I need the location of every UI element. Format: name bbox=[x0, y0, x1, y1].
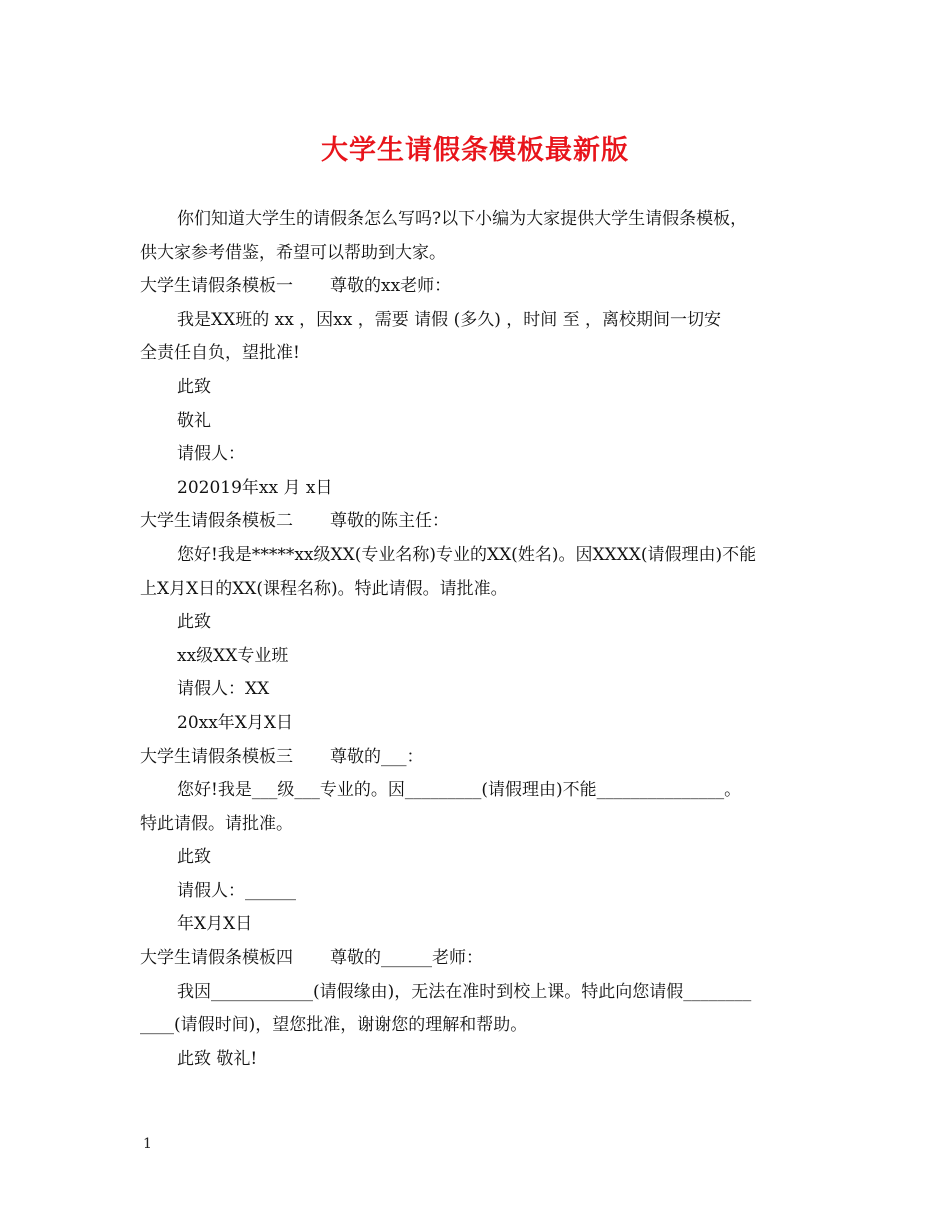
template-heading-row bbox=[140, 942, 815, 976]
paragraph-line: 请假人：XX bbox=[177, 679, 270, 700]
paragraph-line: 上X月X日的XX(课程名称)。特此请假。请批准。 bbox=[140, 578, 508, 599]
paragraph-line: 我是XX班的 xx ，因xx ，需要 请假 (多久) ，时间 至 ，离校期间一切安 bbox=[177, 309, 722, 330]
template-heading: 大学生请假条模板二 bbox=[140, 511, 293, 532]
salutation: 尊敬的陈主任： bbox=[330, 511, 449, 532]
paragraph-line: 年X月X日 bbox=[177, 914, 253, 935]
template-heading-row bbox=[140, 270, 815, 304]
paragraph-line: 您好!我是___级___专业的。因_________(请假理由)不能_______________。 bbox=[177, 780, 742, 801]
paragraph-line: 供大家参考借鉴，希望可以帮助到大家。 bbox=[140, 242, 446, 263]
paragraph-line: ____(请假时间)，望您批准，谢谢您的理解和帮助。 bbox=[140, 1015, 528, 1036]
paragraph-line: 特此请假。请批准。 bbox=[140, 813, 293, 834]
page-number: 1 bbox=[143, 1136, 152, 1152]
paragraph-line: 敬礼 bbox=[177, 410, 211, 431]
salutation: 尊敬的______老师： bbox=[330, 948, 483, 969]
paragraph-line: 请假人：______ bbox=[177, 880, 296, 901]
paragraph-line: xx级XX专业班 bbox=[177, 645, 289, 666]
template-heading-row bbox=[140, 741, 815, 775]
template-heading: 大学生请假条模板一 bbox=[140, 276, 293, 297]
paragraph-line: 你们知道大学生的请假条怎么写吗?以下小编为大家提供大学生请假条模板， bbox=[177, 209, 748, 229]
salutation: 尊敬的___： bbox=[330, 746, 424, 767]
paragraph-line: 此致 敬礼! bbox=[177, 1048, 258, 1069]
salutation: 尊敬的xx老师： bbox=[330, 276, 452, 297]
document-title: 大学生请假条模板最新版 bbox=[321, 135, 629, 166]
paragraph-line: 我因____________(请假缘由)，无法在准时到校上课。特此向您请假________ bbox=[177, 981, 752, 1002]
paragraph-line: 此致 bbox=[177, 612, 211, 633]
paragraph-line: 全责任自负，望批准! bbox=[140, 343, 300, 364]
document-body bbox=[140, 203, 815, 1076]
paragraph-line: 20xx年X月X日 bbox=[177, 712, 294, 733]
template-heading: 大学生请假条模板四 bbox=[140, 948, 293, 969]
paragraph-line: 此致 bbox=[177, 376, 211, 397]
paragraph-line: 202019年xx 月 x日 bbox=[177, 477, 333, 498]
template-heading: 大学生请假条模板三 bbox=[140, 746, 293, 767]
template-heading-row bbox=[140, 505, 815, 539]
paragraph-line: 请假人： bbox=[177, 444, 245, 465]
paragraph-line: 您好!我是*****xx级XX(专业名称)专业的XX(姓名)。因XXXX(请假理由)不能 bbox=[177, 544, 757, 565]
paragraph-line: 此致 bbox=[177, 847, 211, 868]
